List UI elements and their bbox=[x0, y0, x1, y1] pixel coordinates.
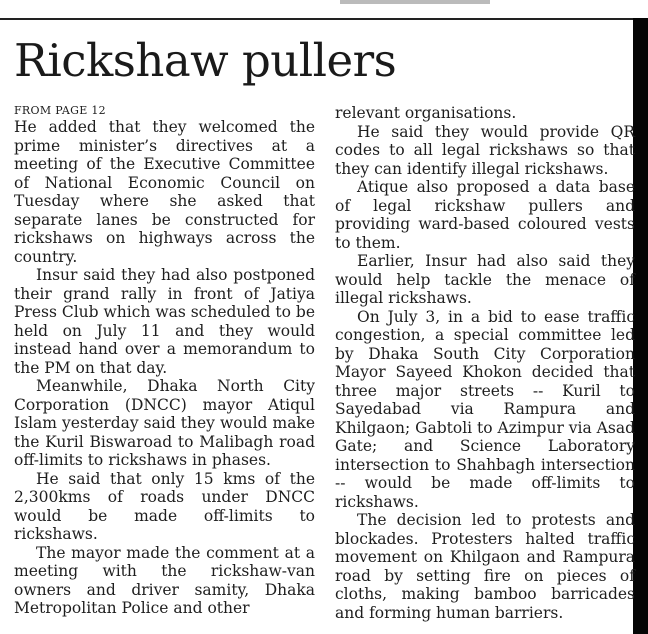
paragraph: The mayor made the comment at a meeting with the rickshaw-van owners and driver samity, Dhaka Metropolitan Police and other bbox=[14, 543, 315, 617]
paragraph: Insur said they had also postponed their grand rally in front of Jatiya Press Club which was scheduled to be held on July 11 and they would instead hand over a memorandum to the PM on that day. bbox=[14, 266, 315, 377]
paragraph: He said they would provide QR codes to all legal rickshaws so that they can identify illegal rickshaws. bbox=[335, 122, 635, 178]
jump-line: FROM PAGE 12 bbox=[14, 104, 106, 117]
paragraph: The decision led to protests and blockades. Protesters halted traffic movement on Khilgaon and Rampura road by setting fire on pieces of cloths, making bamboo barricades and forming human barriers. bbox=[335, 511, 635, 622]
paragraph: He added that they welcomed the prime minister’s directives at a meeting of the Executive Committee of National Economic Council on Tuesday where she asked that separate lanes be constructed for rickshaws on highways across the country. bbox=[14, 118, 315, 266]
paragraph: relevant organisations. bbox=[335, 104, 517, 122]
page-edge-bar bbox=[633, 18, 648, 634]
paragraph: He said that only 15 kms of the 2,300kms of roads under DNCC would be made off-limits to rickshaws. bbox=[14, 469, 315, 543]
article-column-right bbox=[335, 104, 635, 622]
top-rule bbox=[0, 18, 634, 20]
article-column-left bbox=[14, 104, 315, 618]
paragraph: Meanwhile, Dhaka North City Corporation (DNCC) mayor Atiqul Islam yesterday said they would make the Kuril Biswaroad to Malibagh road off-limits to rickshaws in phases. bbox=[14, 377, 315, 469]
paragraph: Earlier, Insur had also said they would help tackle the menace of illegal rickshaws. bbox=[335, 252, 635, 307]
paragraph: On July 3, in a bid to ease traffic congestion, a special committee led by Dhaka South City Corporation Mayor Sayeed Khokon decided that three major streets -- Kuril to Sayedabad via Rampura and Khilgaon; Gabtoli to Azimpur via Asad Gate; and Science Laboratory intersection to Shahbagh intersection -- would be made off-limits to rickshaws. bbox=[335, 307, 635, 511]
headline: Rickshaw pullers bbox=[14, 34, 397, 87]
paragraph: Atique also proposed a data base of legal rickshaw pullers and providing ward-based coloured vests to them. bbox=[335, 178, 635, 252]
clipped-previous-article bbox=[340, 0, 490, 4]
